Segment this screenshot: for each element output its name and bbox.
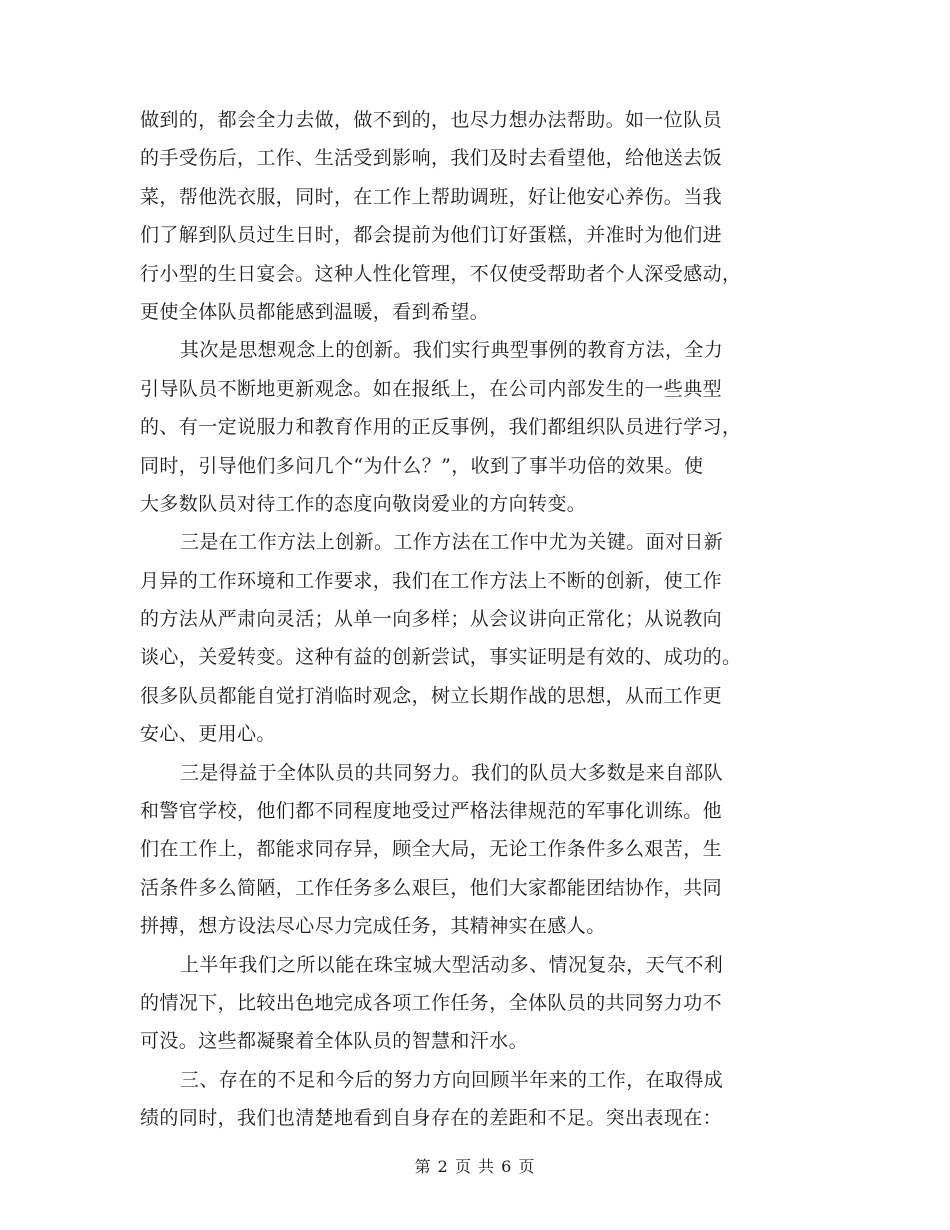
text-line: 的方法从严肃向灵活；从单一向多样；从会议讲向正常化；从说教向 — [140, 608, 723, 631]
text-line: 谈心，关爱转变。这种有益的创新尝试，事实证明是有效的、成功的。 — [140, 646, 742, 669]
text-line: 们在工作上，都能求同存异，顾全大局，无论工作条件多么艰苦，生 — [140, 838, 723, 861]
text-line: 绩的同时，我们也清楚地看到自身存在的差距和不足。突出表现在： — [140, 1107, 723, 1130]
paragraph-first-line: 三是在工作方法上创新。工作方法在工作中尤为关键。面对日新 — [180, 531, 724, 554]
paragraph-first-line: 其次是思想观念上的创新。我们实行典型事例的教育方法，全力 — [180, 339, 724, 362]
text-line: 们了解到队员过生日时，都会提前为他们订好蛋糕，并准时为他们进 — [140, 224, 723, 247]
document-body — [140, 101, 805, 1138]
text-line: 的手受伤后，工作、生活受到影响，我们及时去看望他，给他送去饭 — [140, 147, 723, 170]
text-line: 月异的工作环境和工作要求，我们在工作方法上不断的创新，使工作 — [140, 569, 723, 592]
paragraph-first-line: 三、存在的不足和今后的努力方向回顾半年来的工作，在取得成 — [180, 1068, 724, 1091]
text-line: 和警官学校，他们都不同程度地受过严格法律规范的军事化训练。他 — [140, 800, 723, 823]
paragraph-first-line: 上半年我们之所以能在珠宝城大型活动多、情况复杂，天气不利 — [180, 953, 724, 976]
text-line: 很多队员都能自觉打消临时观念，树立长期作战的思想，从而工作更 — [140, 684, 723, 707]
paragraph-first-line: 三是得益于全体队员的共同努力。我们的队员大多数是来自部队 — [180, 761, 724, 784]
text-line: 更使全体队员都能感到温暖，看到希望。 — [140, 300, 490, 323]
text-line: 大多数队员对待工作的态度向敬岗爱业的方向转变。 — [140, 492, 587, 515]
text-line: 引导队员不断地更新观念。如在报纸上，在公司内部发生的一些典型 — [140, 377, 723, 400]
text-line: 的、有一定说服力和教育作用的正反事例，我们都组织队员进行学习， — [140, 416, 742, 439]
text-line: 菜，帮他洗衣服，同时，在工作上帮助调班，好让他安心养伤。当我 — [140, 185, 723, 208]
text-line: 拼搏，想方设法尽心尽力完成任务，其精神实在感人。 — [140, 915, 606, 938]
text-line: 同时，引导他们多问几个“为什么？”，收到了事半功倍的效果。使 — [140, 454, 704, 477]
text-line: 可没。这些都凝聚着全体队员的智慧和汗水。 — [140, 1030, 529, 1053]
text-line: 活条件多么简陋，工作任务多么艰巨，他们大家都能团结协作，共同 — [140, 876, 723, 899]
text-line: 安心、更用心。 — [140, 723, 276, 746]
text-line: 行小型的生日宴会。这种人性化管理，不仅使受帮助者个人深受感动， — [140, 262, 742, 285]
page-number-footer: 第 2 页 共 6 页 — [414, 1157, 536, 1176]
text-line: 的情况下，比较出色地完成各项工作任务，全体队员的共同努力功不 — [140, 991, 723, 1014]
text-line: 做到的，都会全力去做，做不到的，也尽力想办法帮助。如一位队员 — [140, 109, 723, 131]
